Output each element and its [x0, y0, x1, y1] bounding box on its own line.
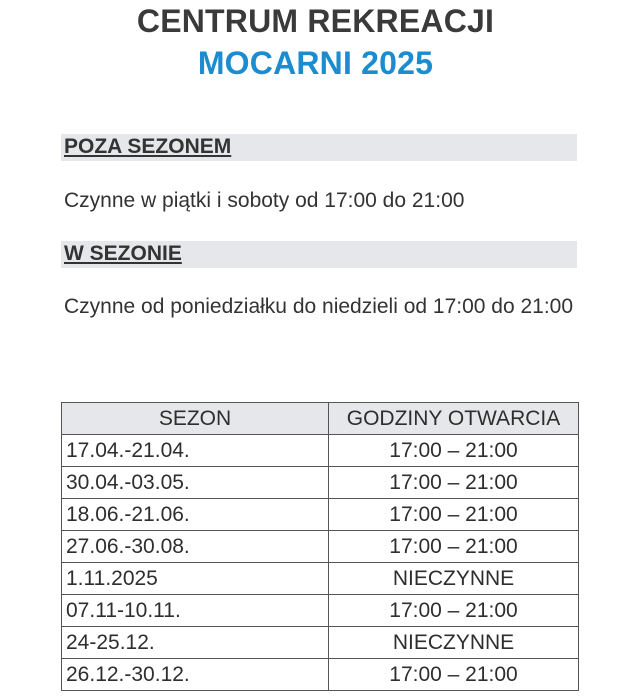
in-season-text: Czynne od poniedziałku do niedzieli od 17:00 do 21:00	[64, 295, 574, 318]
hours-cell: 17:00 – 21:00	[329, 435, 579, 467]
table-row	[62, 499, 579, 531]
season-cell: 24-25.12.	[62, 627, 329, 659]
table-row	[62, 531, 579, 563]
season-cell: 18.06.-21.06.	[62, 499, 329, 531]
hours-cell: 17:00 – 21:00	[329, 531, 579, 563]
season-cell: 1.11.2025	[62, 563, 329, 595]
column-header-hours: GODZINY OTWARCIA	[329, 403, 579, 435]
column-header-season: SEZON	[62, 403, 329, 435]
hours-cell: 17:00 – 21:00	[329, 595, 579, 627]
page-title: CENTRUM REKREACJI	[136, 3, 495, 39]
table-row	[62, 435, 579, 467]
hours-cell: NIECZYNNE	[329, 627, 579, 659]
season-cell: 27.06.-30.08.	[62, 531, 329, 563]
table-row	[62, 467, 579, 499]
section-heading-in-season: W SEZONIE	[64, 242, 182, 265]
season-cell: 07.11-10.11.	[62, 595, 329, 627]
opening-hours-table	[61, 402, 579, 691]
page-subtitle: MOCARNI 2025	[197, 45, 434, 81]
season-cell: 30.04.-03.05.	[62, 467, 329, 499]
hours-cell: 17:00 – 21:00	[329, 659, 579, 691]
season-cell: 17.04.-21.04.	[62, 435, 329, 467]
table-row	[62, 595, 579, 627]
hours-cell: 17:00 – 21:00	[329, 499, 579, 531]
section-header-in-season	[61, 241, 577, 268]
table-header-row	[62, 403, 579, 435]
table-row	[62, 563, 579, 595]
section-heading-off-season: POZA SEZONEM	[64, 135, 232, 158]
hours-cell: 17:00 – 21:00	[329, 467, 579, 499]
hours-cell: NIECZYNNE	[329, 563, 579, 595]
off-season-text: Czynne w piątki i soboty od 17:00 do 21:00	[64, 189, 465, 212]
table-row	[62, 659, 579, 691]
section-header-off-season	[61, 134, 577, 161]
table-row	[62, 627, 579, 659]
season-cell: 26.12.-30.12.	[62, 659, 329, 691]
